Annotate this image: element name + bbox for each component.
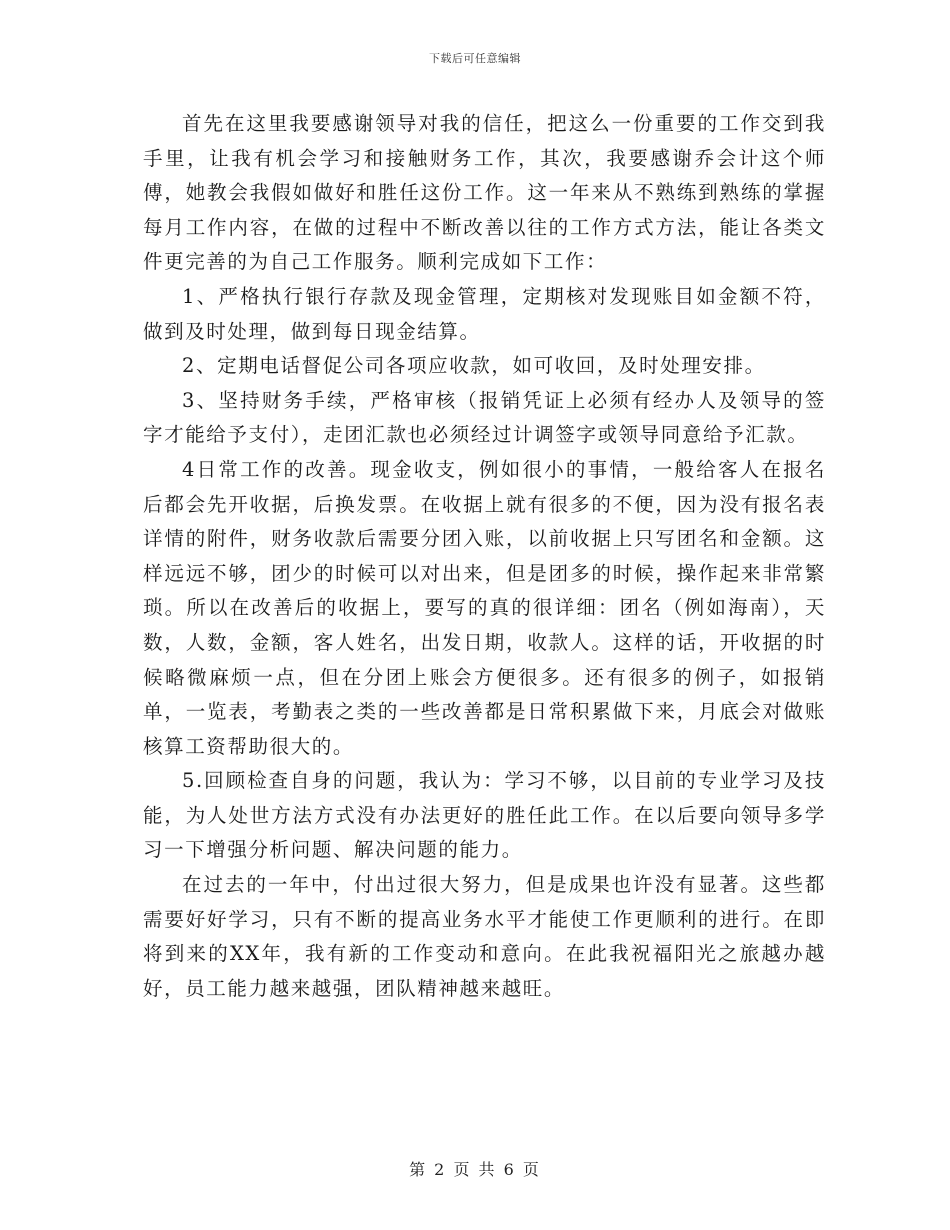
paragraph-intro: 首先在这里我要感谢领导对我的信任，把这么一份重要的工作交到我手里，让我有机会学习和接触财务工作，其次，我要感谢乔会计这个师傅，她教会我假如做好和胜任这份工作。这一年来从不熟练到熟练的掌握每月工作内容，在做的过程中不断改善以往的工作方式方法，能让各类文件更完善的为自己工作服务。顺利完成如下工作： <box>143 112 826 274</box>
paragraph-item-4: 4日常工作的改善。现金收支，例如很小的事情，一般给客人在报名后都会先开收据，后换发票。在收据上就有很多的不便，因为没有报名表详情的附件，财务收款后需要分团入账，以前收据上只写团名和金额。这样远远不够，团少的时候可以对出来，但是团多的时候，操作起来非常繁琐。所以在改善后的收据上，要写的真的很详细：团名（例如海南），天数，人数，金额，客人姓名，出发日期，收款人。这样的话，开收据的时候略微麻烦一点，但在分团上账会方便很多。还有很多的例子，如报销单，一览表，考勤表之类的一些改善都是日常积累做下来，月底会对做账核算工资帮助很大的。 <box>143 457 826 758</box>
paragraph-closing: 在过去的一年中，付出过很大努力，但是成果也许没有显著。这些都需要好好学习，只有不断的提高业务水平才能使工作更顺利的进行。在即将到来的XX年，我有新的工作变动和意向。在此我祝福阳光之旅越办越好，员工能力越来越强，团队精神越来越旺。 <box>143 873 826 1000</box>
page-header: 下载后可任意编辑 <box>429 52 521 65</box>
paragraph-item-5: 5.回顾检查自身的问题，我认为：学习不够，以目前的专业学习及技能，为人处世方法方式没有办法更好的胜任此工作。在以后要向领导多学习一下增强分析问题、解决问题的能力。 <box>143 769 826 862</box>
paragraph-item-2: 2、定期电话督促公司各项应收款，如可收回，及时处理安排。 <box>182 354 766 378</box>
page-number: 第 2 页 共 6 页 <box>409 1160 541 1179</box>
document-body <box>143 107 826 1006</box>
paragraph-item-3: 3、坚持财务手续，严格审核（报销凭证上必须有经办人及领导的签字才能给予支付），走团汇款也必须经过计调签字或领导同意给予汇款。 <box>143 388 826 447</box>
paragraph-item-1: 1、严格执行银行存款及现金管理，定期核对发现账目如金额不符，做到及时处理，做到每日现金结算。 <box>143 284 826 343</box>
